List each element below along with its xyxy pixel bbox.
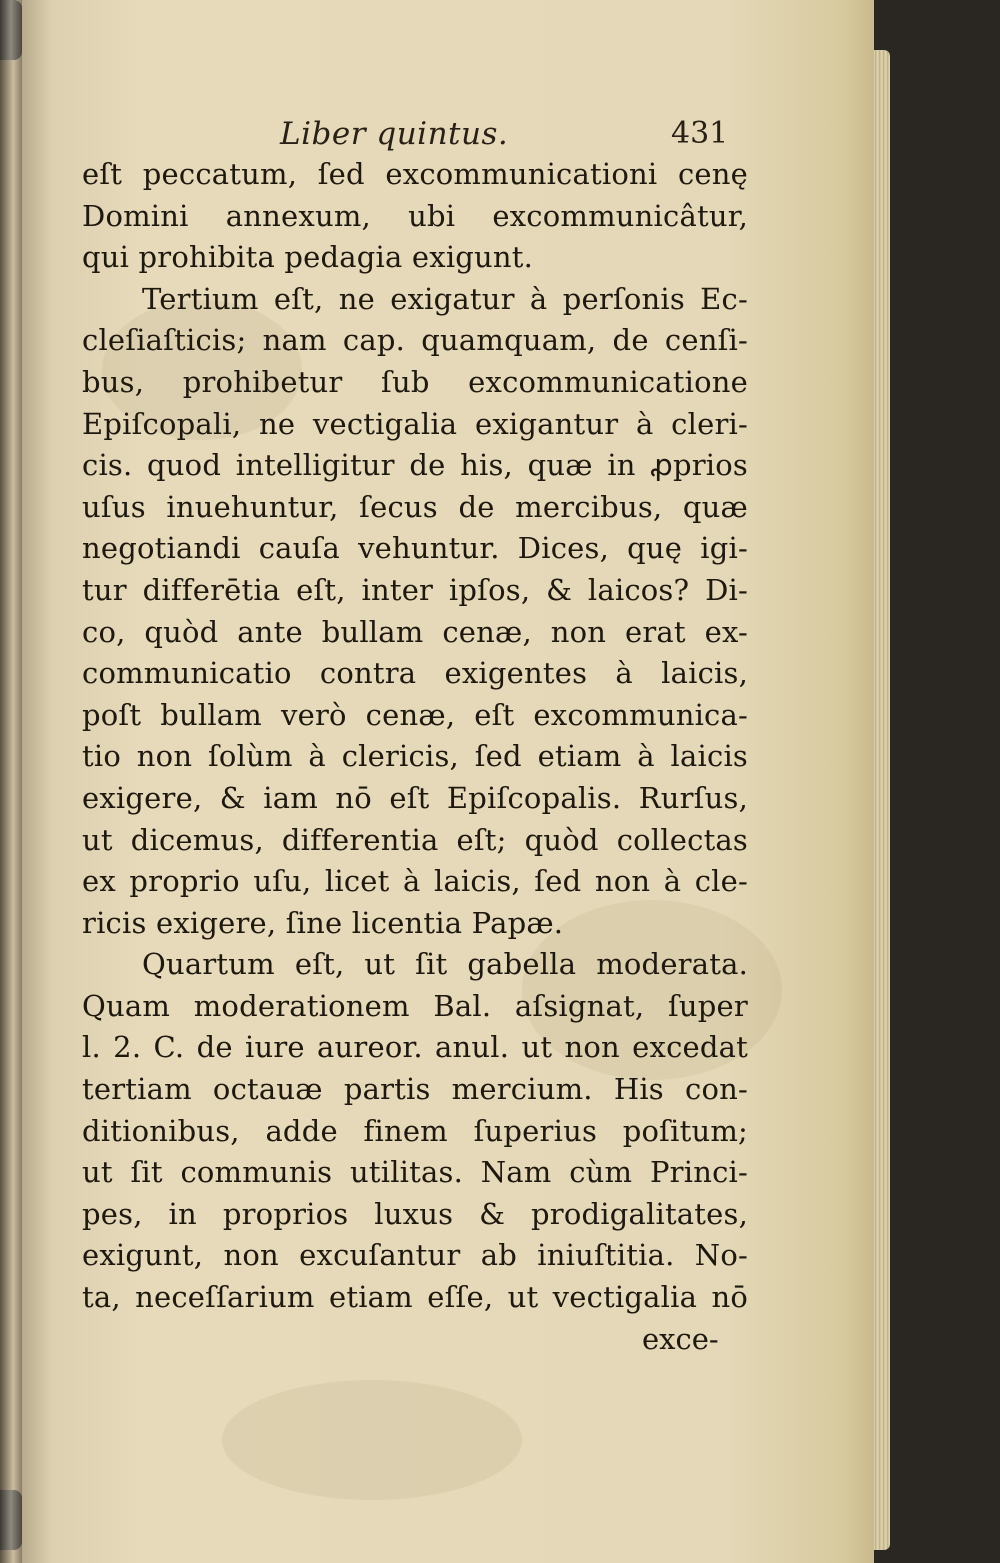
text-line: Quartum eſt, ut ſit gabella moderata. bbox=[142, 947, 748, 982]
running-header bbox=[280, 116, 729, 156]
text-line: tio non ſolùm à clericis, ſed etiam à laicis bbox=[82, 739, 748, 774]
running-title: Liber quintus. bbox=[280, 116, 509, 152]
text-line: communicatio contra exigentes à laicis, bbox=[82, 656, 748, 691]
page-number: 431 bbox=[671, 116, 729, 151]
text-line: exigere, & iam nō eſt Epiſcopalis. Rurſus, bbox=[82, 780, 748, 815]
text-line: qui prohibita pedagia exigunt. bbox=[82, 240, 534, 275]
text-line: Quam moderationem Bal. aſsignat, ſuper bbox=[82, 988, 748, 1023]
text-line: tur differētia eſt, inter ipſos, & laicos? Di- bbox=[82, 572, 748, 607]
paper-stain bbox=[222, 1380, 522, 1500]
text-line: ex proprio uſu, licet à laicis, ſed non à cle- bbox=[82, 864, 748, 899]
facing-page-edge bbox=[0, 0, 22, 1563]
binding-clasp-bottom bbox=[0, 1490, 22, 1550]
text-line: uſus inuehuntur, ſecus de mercibus, quæ bbox=[82, 489, 748, 524]
body-text bbox=[82, 154, 748, 1319]
text-line: ut ſit communis utilitas. Nam cùm Princi- bbox=[82, 1155, 748, 1190]
text-line: negotiandi cauſa vehuntur. Dices, quę igi- bbox=[82, 531, 748, 566]
text-line: bus, prohibetur ſub excommunicatione bbox=[82, 364, 748, 399]
text-line: l. 2. C. de iure aureor. anul. ut non excedat bbox=[82, 1030, 748, 1065]
text-line: Epiſcopali, ne vectigalia exigantur à cleri- bbox=[82, 406, 748, 441]
text-line: ditionibus, adde finem ſuperius poſitum; bbox=[82, 1113, 748, 1148]
text-line: Tertium eſt, ne exigatur à perſonis Ec- bbox=[142, 281, 748, 316]
text-line: ricis exigere, ſine licentia Papæ. bbox=[82, 905, 564, 940]
text-line: tertiam octauæ partis mercium. His con- bbox=[82, 1072, 748, 1107]
binding-clasp-top bbox=[0, 0, 22, 60]
text-line: ta, neceſſarium etiam eſſe, ut vectigalia nō bbox=[82, 1280, 748, 1315]
text-line: eſt peccatum, ſed excommunicationi cenę bbox=[82, 157, 748, 191]
text-line: pes, in proprios luxus & prodigalitates, bbox=[82, 1196, 748, 1231]
text-line: cis. quod intelligitur de his, quæ in ꝓprios bbox=[82, 448, 748, 483]
text-line: co, quòd ante bullam cenæ, non erat ex- bbox=[82, 614, 748, 649]
catchword: exce- bbox=[642, 1322, 719, 1356]
book-page bbox=[22, 0, 874, 1563]
text-line: ut dicemus, differentia eſt; quòd collectas bbox=[82, 822, 748, 857]
text-line: cleſiaſticis; nam cap. quamquam, de cenſi- bbox=[82, 323, 748, 358]
text-line: poſt bullam verò cenæ, eſt excommunica- bbox=[82, 697, 748, 732]
text-line: Domini annexum, ubi excommunicâtur, bbox=[82, 198, 748, 233]
text-line: exigunt, non excuſantur ab iniuſtitia. No- bbox=[82, 1238, 748, 1273]
